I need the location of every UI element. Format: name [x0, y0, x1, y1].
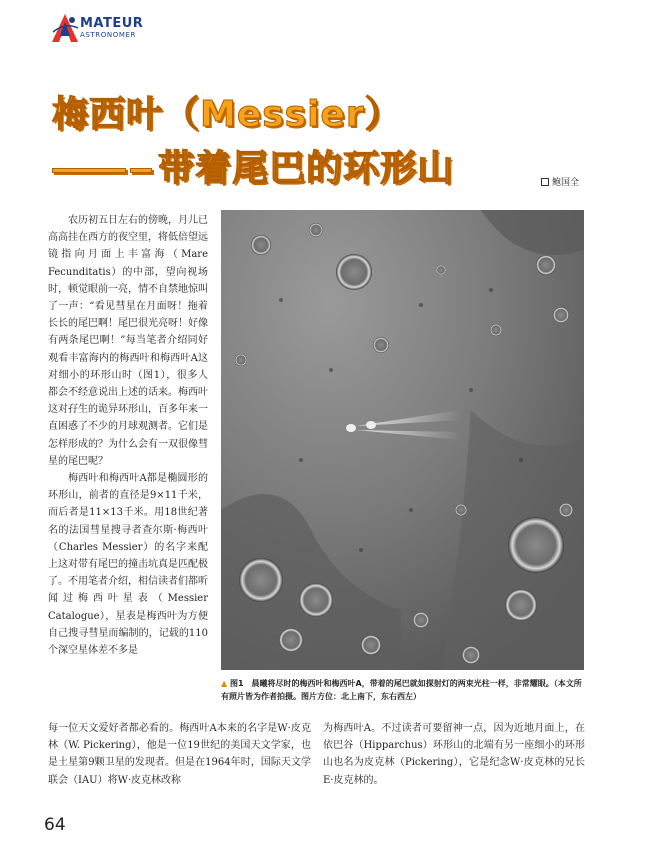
caption-text: 图1 晨曦将尽时的梅西叶和梅西叶A，带着的尾巴就如探射灯的两束光柱一样，非常耀眼。（本文所有照片皆为作者拍摄。图片方位：北上南下，东右西左） [221, 679, 582, 701]
title-dash [130, 168, 152, 173]
magazine-logo [50, 12, 190, 48]
paragraph: 农历初五日左右的傍晚，月儿已高高挂在西方的夜空里，将低倍望远镜指向月面上丰富海（Mare Fecunditatis）的中部，望向视场时，顿觉眼前一亮，情不自禁地惊叫了一声：“看见彗星在月面呀！拖着长长的尾巴啊！尾巴很光亮呀！好像有两条尾巴啊！”每当笔者介绍同好观看丰富海内的梅西叶和梅西叶A这对细小的环形山时（图1），很多人都会不经意说出上述的话来。梅西叶这对孖生的诡异环形山，百多年来一直困惑了不少的月球观测者。它们是怎样形成的？为什么会有一双很像彗星的尾巴呢？ [48, 215, 208, 467]
title-dash [52, 168, 126, 173]
author-name: 鲍国全 [552, 178, 580, 188]
logo-brand: MATEUR [80, 16, 144, 31]
page-number: 64 [44, 815, 66, 835]
author-byline [541, 175, 579, 188]
body-column-left [48, 212, 208, 659]
paragraph: 梅西叶和梅西叶A都是椭圆形的环形山，前者的直径是9×11千米，而后者是11×13千米。用18世纪著名的法国彗星搜寻者查尔斯·梅西叶（Charles Messier）的名字来配上这对带有尾巴的撞击坑真是匹配极了。不用笔者介绍，相信读者们都听闻过梅西叶星表（Messier Catalogue），星表是梅西叶为方便自己搜寻彗星而编制的，记载的110个深空星体差不多是 [48, 473, 208, 657]
body-column-bottom-left: 每一位天文爱好者都必看的。梅西叶A本来的名字是W·皮克林（W. Pickering），他是一位19世纪的美国天文学家，也是土星第9颗卫星的发现者。但是在1964年时，国际天文学联会（IAU）将W·皮克林改称 [48, 723, 311, 786]
logo-a-icon [50, 12, 80, 44]
article-title-line1: 梅西叶（Messier） [52, 94, 402, 135]
logo-subtitle: ASTRONOMER [80, 31, 136, 39]
article-title-line2: 带着尾巴的环形山 [158, 148, 455, 189]
photo-caption [221, 678, 584, 703]
caption-triangle-icon: ▲ [221, 679, 228, 688]
author-box-icon [541, 178, 549, 186]
article-title-line2-wrapper [52, 140, 454, 191]
moon-surface-image [221, 210, 584, 670]
body-column-bottom-right: 为梅西叶A。不过读者可要留神一点，因为近地月面上，在依巴谷（Hipparchus）环形山的北端有另一座细小的环形山也名为皮克林（Pickering），它是纪念W·皮克林的兄长E·皮克林的。 [323, 723, 585, 786]
moon-photo [221, 210, 584, 670]
